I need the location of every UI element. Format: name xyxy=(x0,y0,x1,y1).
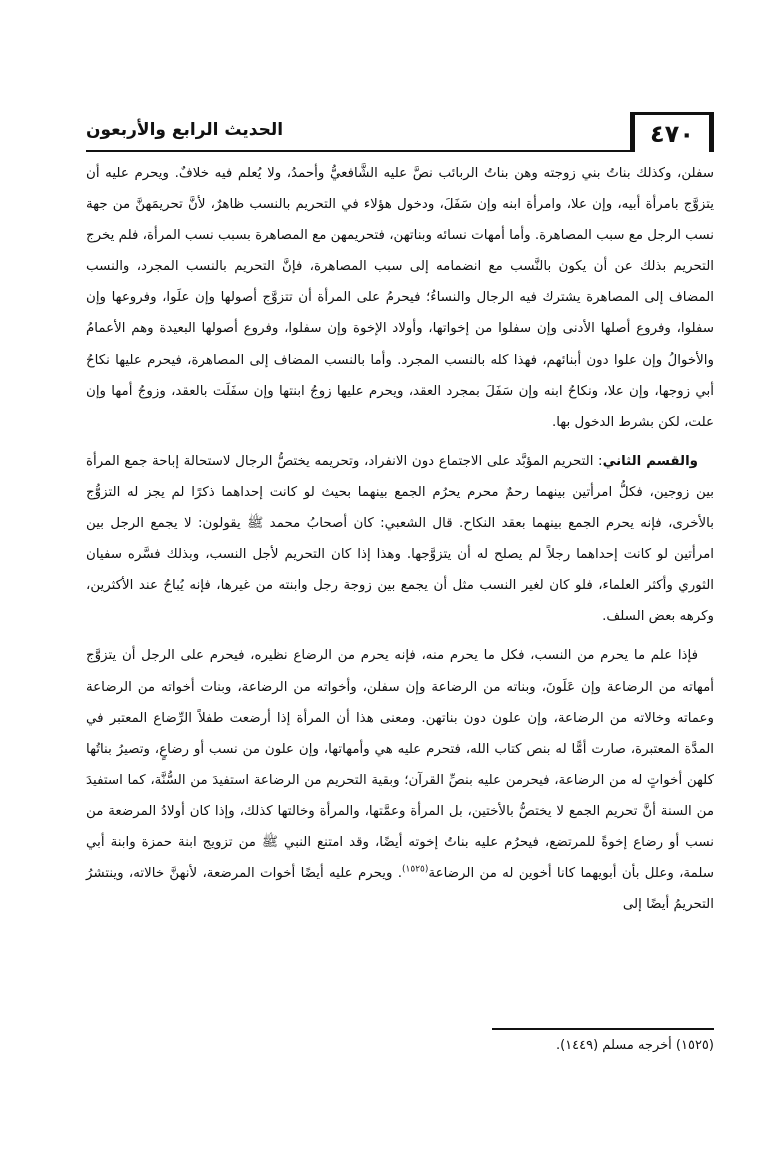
paragraph-3 xyxy=(86,640,714,920)
section-heading-second-part: والقسم الثاني xyxy=(602,453,698,469)
footnote-rule xyxy=(492,1028,714,1030)
footnote-reference: (١٥٢٥) xyxy=(402,864,429,875)
running-title: الحديث الرابع والأربعون xyxy=(86,120,284,140)
paragraph-2 xyxy=(86,446,714,633)
header-rule xyxy=(86,150,630,152)
paragraph-3-text: فإذا علم ما يحرم من النسب، فكل ما يحرم منه، فإنه يحرم من الرضاع نظيره، فيحرم على الرجل أن يتزوَّج أمهاته من الرضاعة وإن عَلَونَ، وبناته من الرضاعة وإن سفلن، وأخواته من الرضاعة، وبنات أخواته من الرضاعة وعماته وخالاته من الرضاعة، وإن علون دون بناتهن. ومعنى هذا أن المرأة إذا أرضعت طفلاً الرِّضاع المعتبر في المدَّة المعتبرة، صارت أمًّا له بنص كتاب الله، فتحرم عليه هي وأمهاتها، وإن علون من نسب أو رضاعٍ، وتصيرُ بناتُها كلهن أخواتٍ له من الرضاعة، فيحرمن عليه بنصِّ القرآن؛ وبقية التحريم من الرضاعة استفيدَ من السُّنَّة، كما استفيدَ من السنة أنَّ تحريم الجمع لا يختصُّ بالأختين، بل المرأة وعمَّتها، والمرأة وخالتها كذلك، وإذا كان أولادُ المرضعة من نسب أو رضاع إخوةً للمرتضع، فيحرُم عليه بناتُ إخوته أيضًا، وقد امتنع النبي ﷺ من تزويج ابنة حمزة وابنة أبي سلمة، وعلل بأن أبويهما كانا أخوين له من الرضاعة xyxy=(86,648,714,882)
page-number: ٤٧٠ xyxy=(630,112,714,152)
paragraph-3-tail: . ويحرم عليه أيضًا أخوات المرضعة، لأنهنَّ خالاته، وينتشرُ التحريمُ أيضًا إلى xyxy=(86,866,714,913)
body-text xyxy=(86,158,714,920)
page-header xyxy=(86,112,714,154)
paragraph-2-text: : التحريم المؤبَّد على الاجتماع دون الانفراد، وتحريمه يختصُّ الرجال لاستحالة إباحة جمع المرأة بين زوجين، فكلُّ امرأتين بينهما رحمٌ محرم يحرُم الجمع بينهما بحيث لو كانت إحداهما ذكرًا لم يجز له التزوُّج بالأخرى، فإنه يحرم الجمع بينهما بعقد النكاح. قال الشعبي: كان أصحابُ محمد ﷺ يقولون: لا يجمع الرجل بين امرأتين لو كانت إحداهما رجلاً لم يصلح له أن يتزوَّجها. وهذا إذا كان التحريم لأجل النسب، وبذلك فسَّره سفيان الثوري وأكثر العلماء، فلو كان لغير النسب مثل أن يجمع بين زوجة رجل وابنته من غيرها، فإنه يُباحُ عند الأكثرين، وكرهه بعض السلف. xyxy=(86,453,714,625)
paragraph-1: سفلن، وكذلك بناتُ بني زوجته وهن بناتُ الربائب نصَّ عليه الشَّافعيُّ وأحمدُ، ولا يُعلم فيه خلافٌ. ويحرم عليه أن يتزوَّج بامرأة أبيه، وإن علا، وامرأة ابنه وإن سَفَلَ، ودخول هؤلاء في التحريم بالنسب ظاهرٌ، لأنَّ تحريمَهنَّ من جهة نسب الرجل مع سبب المصاهرة. وأما أمهات نسائه وبناتهن، فتحريمهن مع المصاهرة بسبب نسب المرأة، فلم يخرج التحريم بذلك عن أن يكون بالنَّسب مع انضمامه إلى سبب المصاهرة، فإنَّ التحريم بالنسب المجرد، والنسب المضاف إلى المصاهرة يشترك فيه الرجال والنساءُ؛ فيحرمُ على المرأة أن تتزوَّج أصولها وإن علَوا، وفروعها وإن سفلوا، وفروع أصلها الأدنى وإن سفلوا من إخواتها، وأولاد الإخوة وإن سفلوا، وفروع أصولها البعيدة وهم الأعمامُ والأخوالُ وإن علوا دون أبنائهم، فهذا كله بالنسب المجرد. وأما بالنسب المضاف إلى المصاهرة، فيحرم عليها نكاحُ أبي زوجها، وإن علا، ونكاحُ ابنه وإن سَفَلَ بمجرد العقد، ويحرم عليها زوجُ ابنتها وإن سفَلَت بالعقد، وزوجُ أمها وإن علت، لكن بشرط الدخول بها. xyxy=(86,166,714,430)
footnote: (١٥٢٥) أخرجه مسلم (١٤٤٩). xyxy=(555,1038,714,1053)
